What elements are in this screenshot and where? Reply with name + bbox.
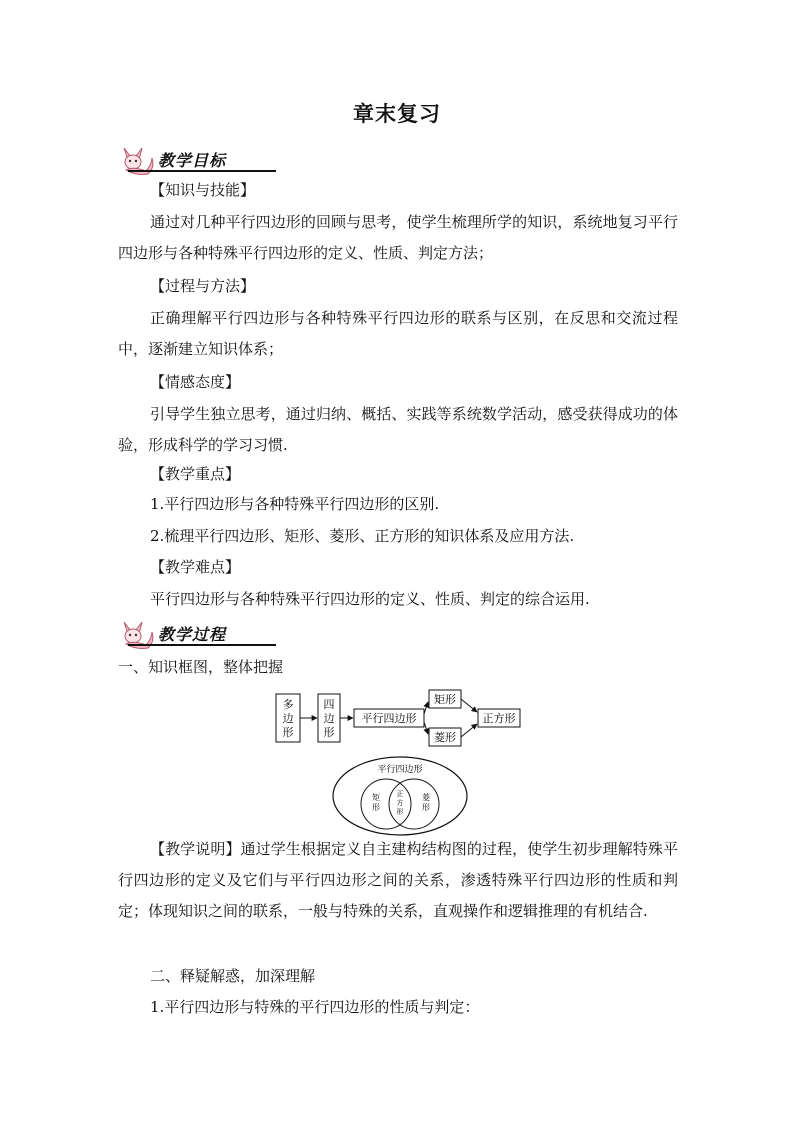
- venn-rectangle-char: 形: [372, 803, 380, 812]
- arrow: [461, 724, 477, 737]
- venn-square-char: 方: [396, 799, 404, 807]
- paragraph-knowledge-skills: 通过对几种平行四边形的回顾与思考，使学生梳理所学的知识，系统地复习平行四边形与各种特殊平行四边形的定义、性质、判定方法；: [118, 213, 678, 262]
- venn-rectangle-circle: [361, 779, 411, 829]
- heading-knowledge-skills: 【知识与技能】: [150, 181, 256, 199]
- step-2-item-1: 1.平行四边形与特殊的平行四边形的性质与判定：: [150, 998, 480, 1016]
- key-point-1: 1.平行四边形与各种特殊平行四边形的区别.: [150, 495, 440, 513]
- step-1-heading: 一、知识框图，整体把握: [118, 658, 284, 676]
- quadrilateral-char: 四: [323, 698, 335, 711]
- section-label: 教学过程: [158, 625, 227, 644]
- venn-rhombus-char: 菱: [422, 793, 430, 802]
- venn-rhombus-char: 形: [422, 803, 430, 812]
- square-label: 正方形: [482, 712, 516, 725]
- venn-rectangle-char: 矩: [372, 793, 380, 802]
- paragraph-attitude: 引导学生独立思考，通过归纳、概括、实践等系统数学活动，感受获得成功的体验，形成科学的学习习惯.: [118, 405, 678, 454]
- section-label: 教学目标: [158, 151, 227, 170]
- rectangle-label: 矩形: [434, 693, 456, 706]
- rhombus-label: 菱形: [434, 731, 456, 744]
- paragraph-process-method: 正确理解平行四边形与各种特殊平行四边形的联系与区别，在反思和交流过程中，逐渐建立知识体系；: [118, 309, 678, 358]
- parallelogram-label: 平行四边形: [361, 712, 417, 725]
- polygon-char: 形: [282, 726, 294, 739]
- step-2-heading: 二、释疑解惑，加深理解: [150, 967, 316, 985]
- polygon-char: 边: [282, 712, 294, 725]
- difficulty-1: 平行四边形与各种特殊平行四边形的定义、性质、判定的综合运用.: [150, 590, 590, 608]
- page-title: 章末复习: [353, 101, 441, 126]
- knowledge-flow-diagram: [274, 688, 534, 754]
- arrow: [424, 722, 428, 734]
- arrow: [461, 699, 477, 712]
- section-underline: [128, 644, 276, 646]
- quadrilateral-char: 形: [323, 726, 335, 739]
- section-underline: [128, 170, 276, 172]
- key-point-2: 2.梳理平行四边形、矩形、菱形、正方形的知识体系及应用方法.: [150, 527, 575, 545]
- venn-square-char: 正: [396, 790, 404, 798]
- arrow: [424, 702, 428, 714]
- quadrilateral-char: 边: [323, 712, 335, 725]
- venn-square-char: 形: [396, 808, 404, 816]
- section-header-process: [118, 618, 318, 650]
- section-header-goals: [118, 144, 318, 176]
- heading-process-method: 【过程与方法】: [150, 277, 256, 295]
- paragraph-teaching-explanation: 【教学说明】通过学生根据定义自主建构结构图的过程，使学生初步理解特殊平行四边形的定义及它们与平行四边形之间的关系，渗透特殊平行四边形的性质和判定；体现知识之间的联系，一般与特殊的关系，直观操作和逻辑推理的有机结合.: [118, 840, 678, 920]
- heading-difficulties: 【教学难点】: [150, 558, 241, 576]
- venn-outer-label: 平行四边形: [377, 765, 423, 775]
- venn-diagram: [330, 754, 470, 838]
- heading-key-points: 【教学重点】: [150, 465, 241, 483]
- polygon-char: 多: [282, 698, 294, 711]
- heading-attitude: 【情感态度】: [150, 373, 241, 391]
